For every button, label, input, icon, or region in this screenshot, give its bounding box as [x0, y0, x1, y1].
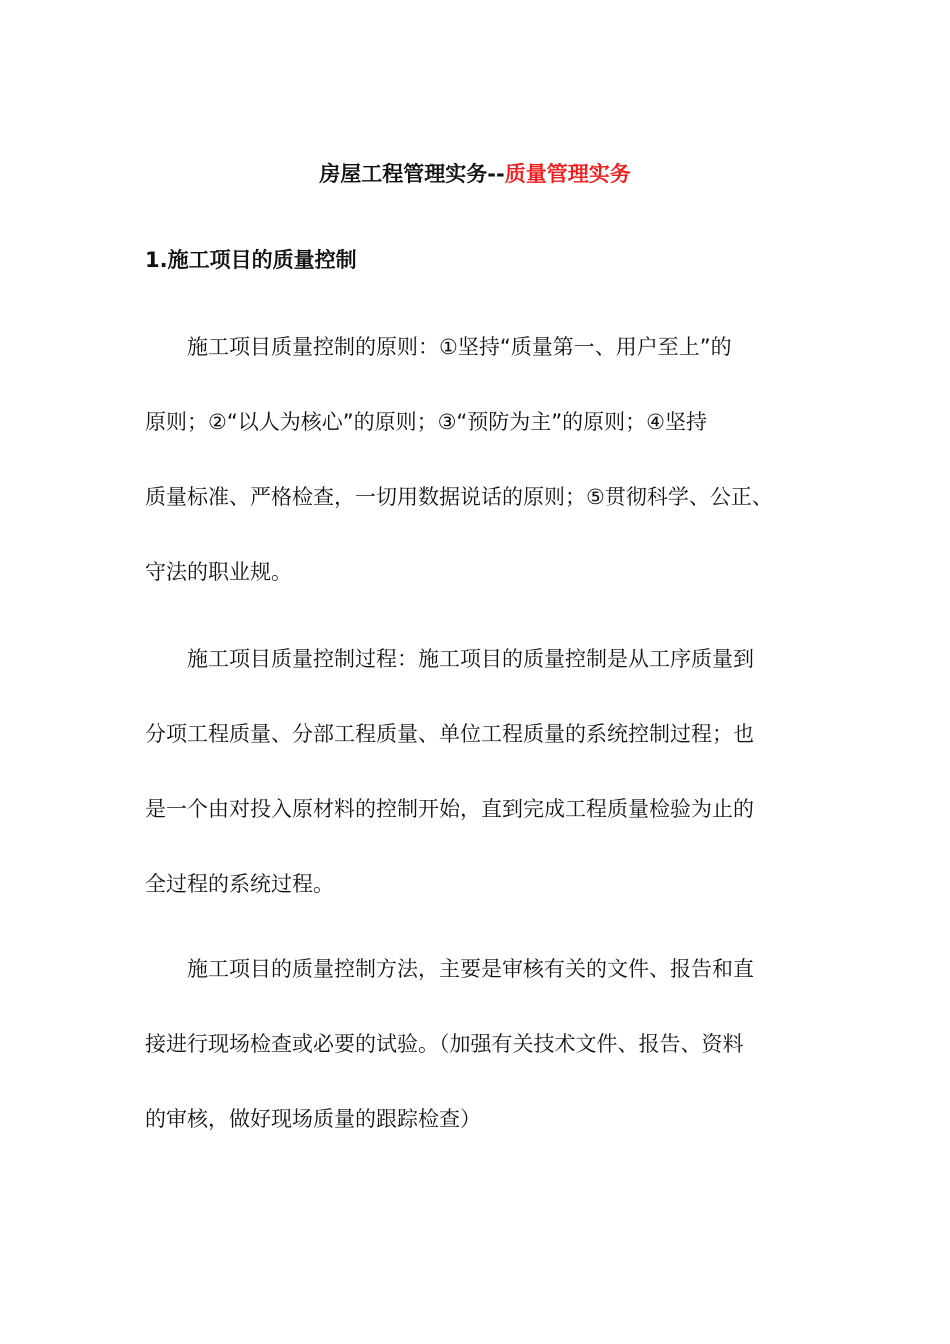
paragraph-line: 守法的职业规。 [145, 560, 292, 584]
paragraph-line: 施工项目质量控制的原则：①坚持“质量第一、用户至上”的 [187, 335, 732, 359]
title-main-text: 房屋工程管理实务-- [319, 162, 505, 186]
paragraph-line: 的审核，做好现场质量的跟踪检查） [145, 1107, 481, 1131]
paragraph-line: 分项工程质量、分部工程质量、单位工程质量的系统控制过程；也 [145, 722, 754, 746]
paragraph-methods [145, 932, 810, 1157]
title-highlight-text: 质量管理实务 [504, 162, 631, 186]
document-title [0, 154, 950, 194]
paragraph-line: 全过程的系统过程。 [145, 872, 334, 896]
paragraph-line: 原则；②“以人为核心”的原则；③“预防为主”的原则；④坚持 [145, 410, 707, 434]
paragraph-line: 是一个由对投入原材料的控制开始，直到完成工程质量检验为止的 [145, 797, 754, 821]
paragraph-process [145, 622, 810, 922]
paragraph-principles [145, 310, 810, 610]
paragraph-line: 质量标准、严格检查，一切用数据说话的原则；⑤贯彻科学、公正、 [145, 485, 773, 509]
section-heading: 1.施工项目的质量控制 [145, 248, 357, 272]
paragraph-line: 施工项目的质量控制方法，主要是审核有关的文件、报告和直 [187, 957, 754, 981]
paragraph-line: 接进行现场检查或必要的试验。（加强有关技术文件、报告、资料 [145, 1032, 744, 1056]
paragraph-line: 施工项目质量控制过程：施工项目的质量控制是从工序质量到 [187, 647, 754, 671]
